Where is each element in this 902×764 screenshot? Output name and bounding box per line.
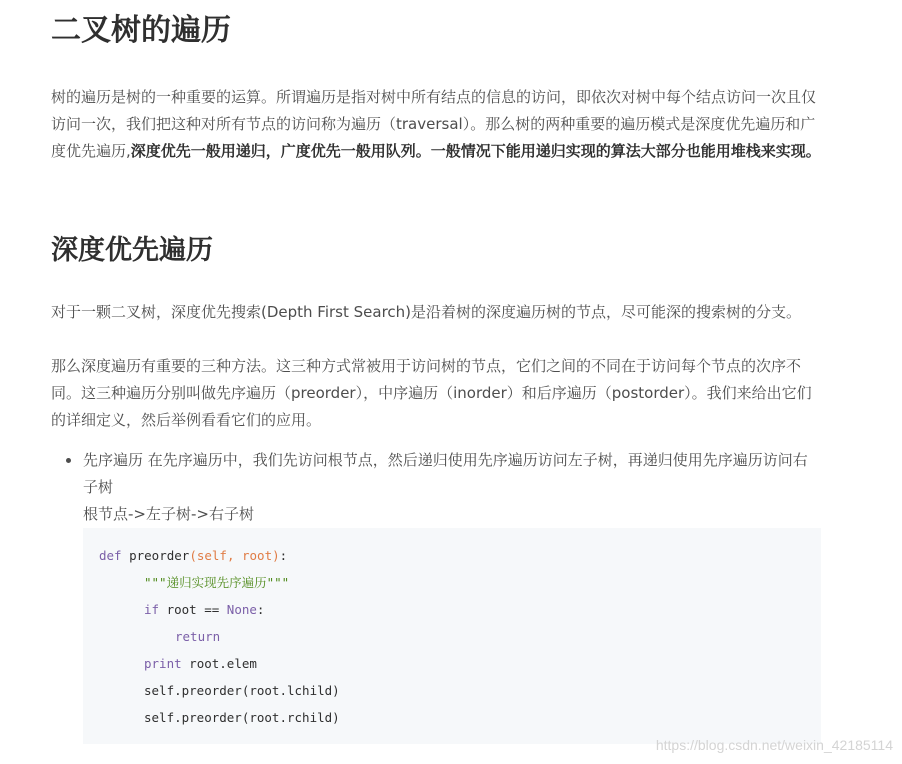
code-function-name: preorder [121,548,190,563]
list-item [51,447,821,528]
code-call-right: self.preorder(root.rchild) [144,710,340,725]
code-keyword: print [144,656,182,671]
code-block [83,528,821,744]
section-title: 深度优先遍历 [51,235,213,266]
watermark: https://blog.csdn.net/weixin_42185114 [655,737,893,753]
intro-text: 树的遍历是树的一种重要的运算。所谓遍历是指对树中所有结点的信息的访问，即依次对树中每个结点访问一次且仅访问一次，我们把这种对所有节点的访问称为遍历（traversal）。那么树的两种重要的遍历模式是深度优先遍历和广度优先遍历, [51,88,817,160]
code-keyword: def [99,548,122,563]
code-docstring: """递归实现先序遍历""" [144,575,290,590]
list-item-text: 先序遍历 在先序遍历中，我们先访问根节点，然后递归使用先序遍历访问左子树，再递归使用先序遍历访问右子树 [83,451,808,496]
code-colon: : [279,548,288,563]
code-keyword: if [144,602,160,617]
code-return: return [175,629,221,644]
list-item-order: 根节点->左子树->右子树 [83,505,254,523]
dfs-intro-paragraph: 对于一颗二叉树，深度优先搜索(Depth First Search)是沿着树的深度遍历树的节点，尽可能深的搜索树的分支。 [51,303,802,321]
code-line-if [144,601,264,619]
bullet-icon [66,458,71,463]
code-params: (self, root) [189,548,280,563]
code-line-def [99,547,287,565]
code-call-left: self.preorder(root.lchild) [144,683,340,698]
code-print-arg: root.elem [181,656,257,671]
code-colon: : [256,602,265,617]
traversal-list [51,447,821,528]
code-if-condition: root == [159,602,227,617]
code-line-print [144,655,257,673]
intro-bold-text: 深度优先一般用递归，广度优先一般用队列。一般情况下能用递归实现的算法大部分也能用堆栈来实现。 [130,142,821,160]
page-title: 二叉树的遍历 [51,13,231,48]
intro-paragraph [51,84,821,165]
code-none-constant: None [226,602,257,617]
dfs-methods-paragraph: 那么深度遍历有重要的三种方法。这三种方式常被用于访问树的节点，它们之间的不同在于访问每个节点的次序不同。这三种遍历分别叫做先序遍历（preorder），中序遍历（inorder）和后序遍历（postorder）。我们来给出它们的详细定义，然后举例看看它们的应用。 [51,357,812,429]
